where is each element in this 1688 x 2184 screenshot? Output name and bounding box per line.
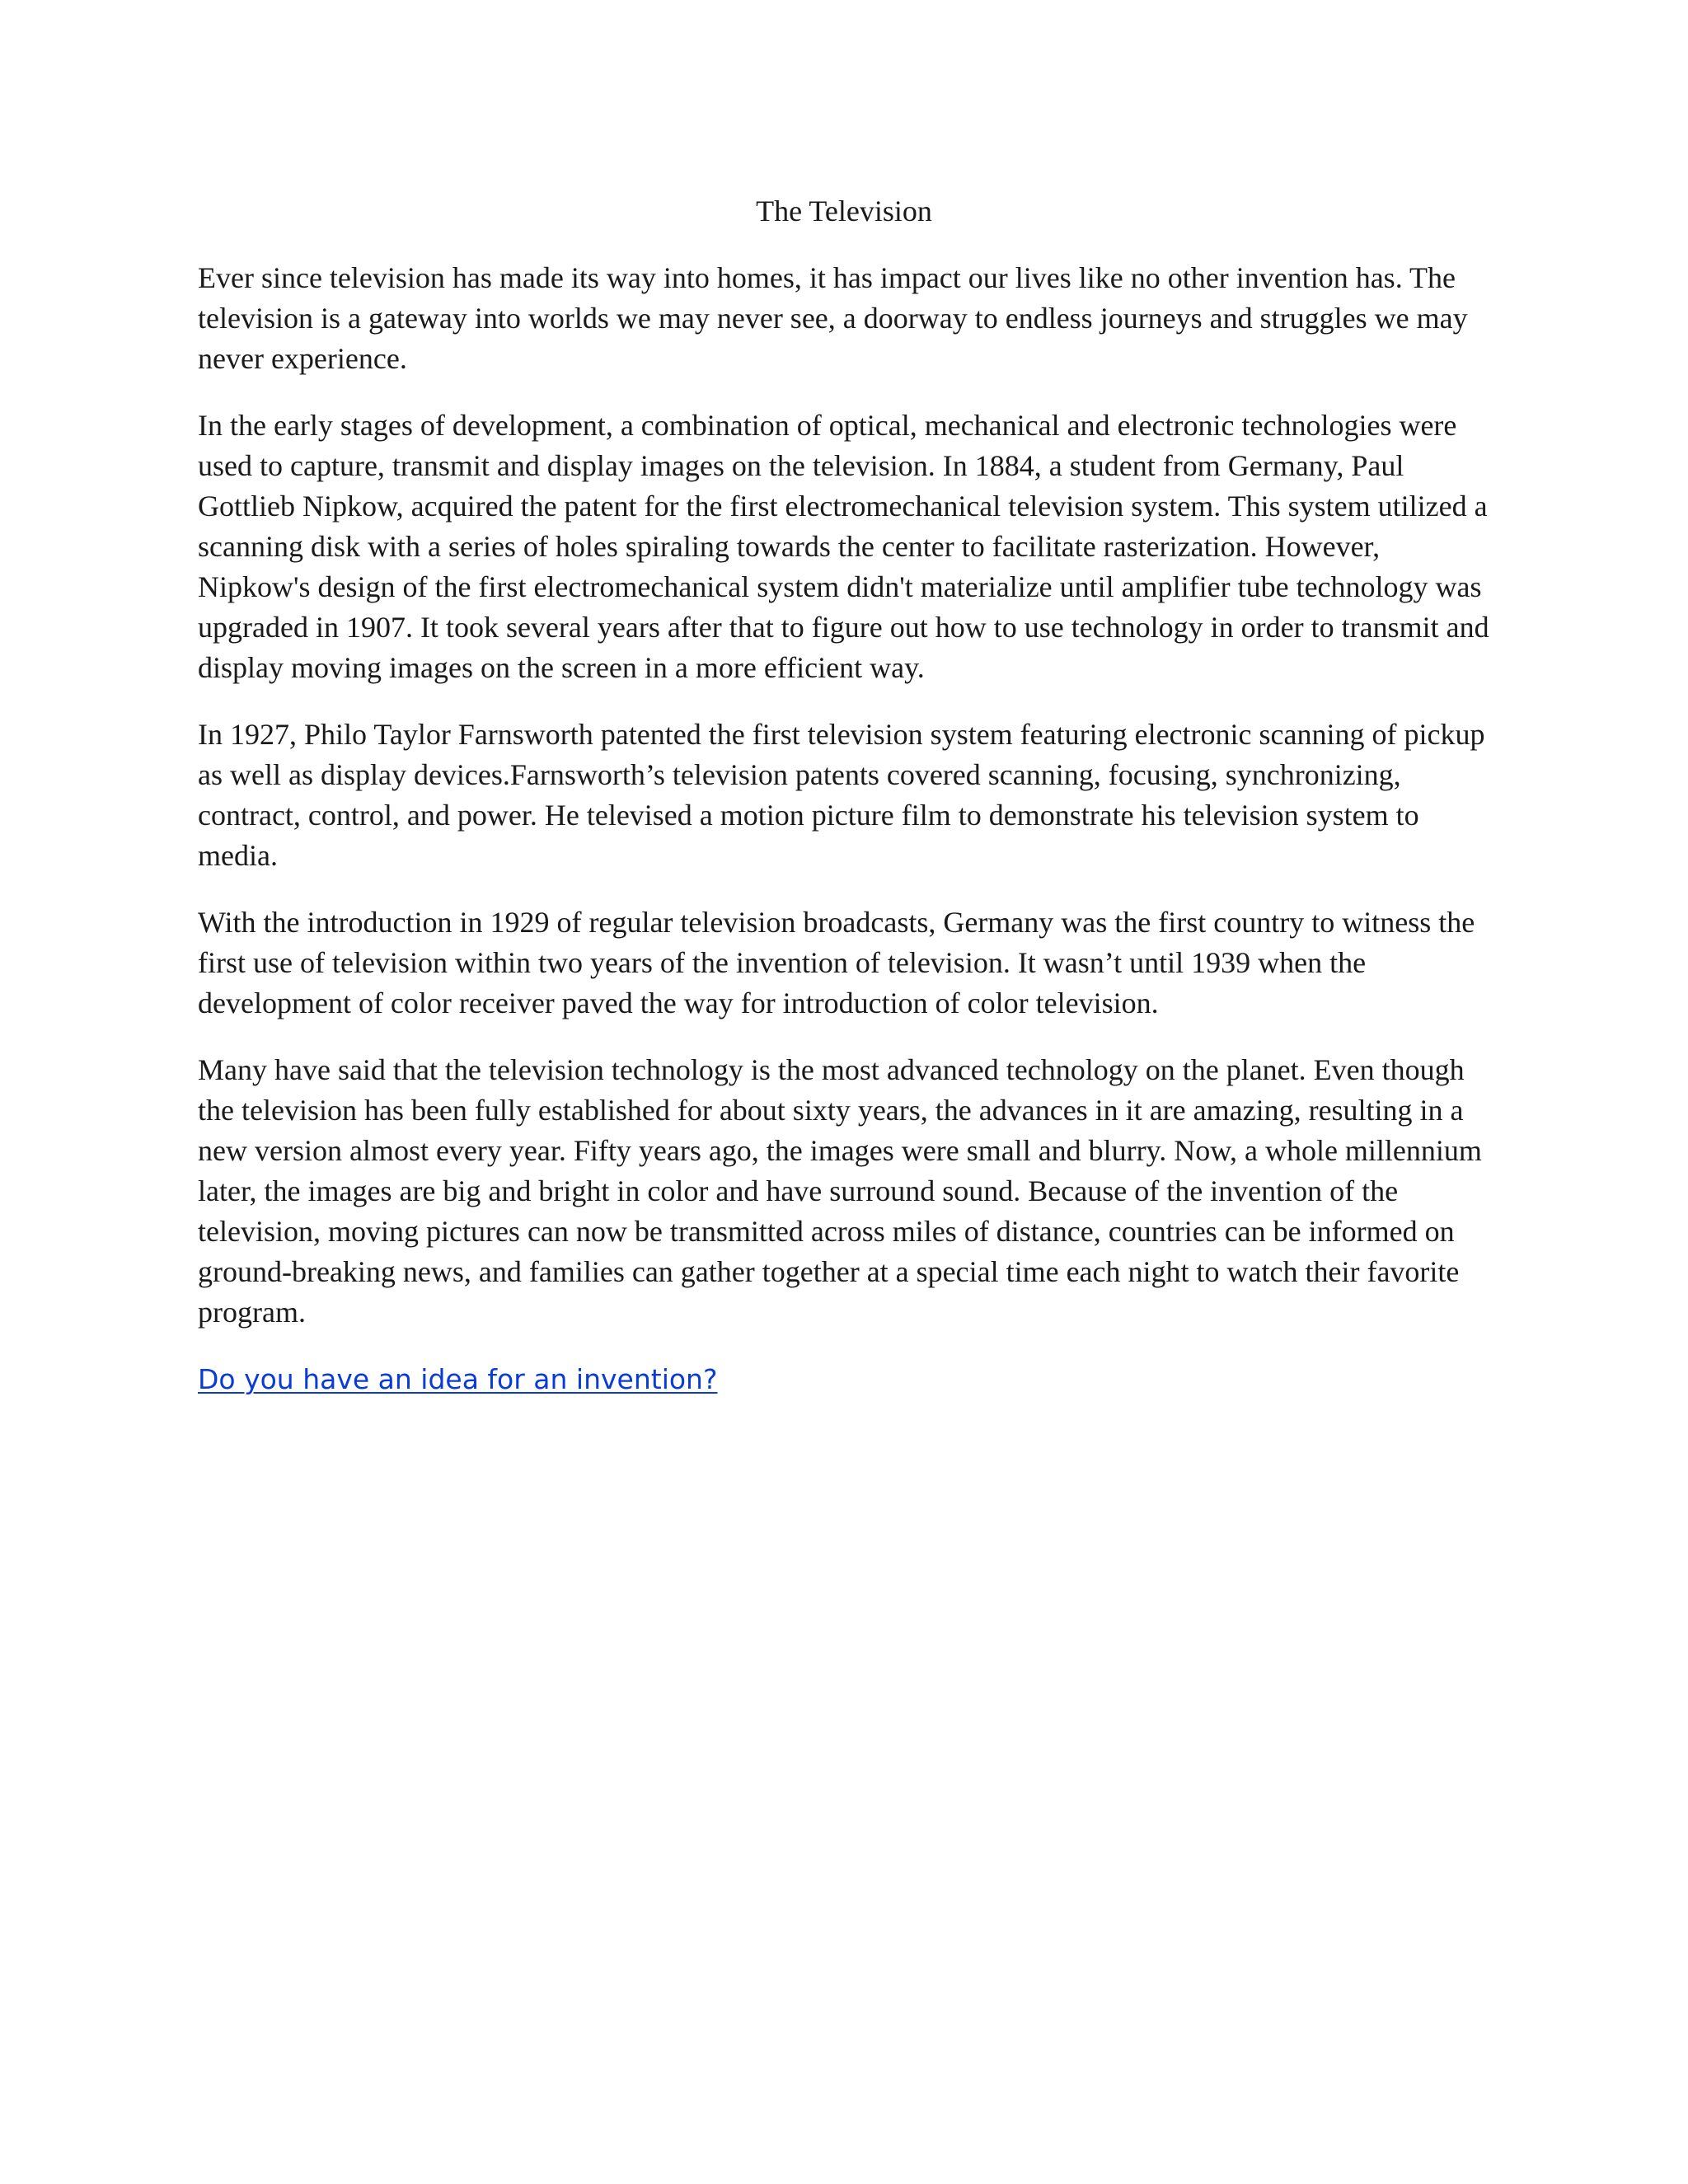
paragraph-broadcasts: With the introduction in 1929 of regular television broadcasts, Germany was the first country to witness the first use of television within two years of the invention of television. It wasn’t until 1939 when the development of color receiver paved the way for introduction of color television. [198,906,1475,1019]
paragraph-early-development: In the early stages of development, a combination of optical, mechanical and electronic technologies were used to capture, transmit and display images on the television. In 1884, a student from Germany, Paul Gottlieb Nipkow, acquired the patent for the first electromechanical television system. This system utilized a scanning disk with a series of holes spiraling towards the center to facilitate rasterization. However, Nipkow's design of the first electromechanical system didn't materialize until amplifier tube technology was upgraded in 1907. It took several years after that to figure out how to use technology in order to transmit and display moving images on the screen in a more efficient way. [198,409,1489,684]
invention-idea-link[interactable]: Do you have an idea for an invention? [198,1363,718,1395]
paragraph-advances: Many have said that the television technology is the most advanced technology on the planet. Even though the television has been fully established for about sixty years, the advances in it are amazing, resulting in a new version almost every year. Fifty years ago, the images were small and blurry. Now, a whole millennium later, the images are big and bright in color and have surround sound. Because of the invention of the television, moving pictures can now be transmitted across miles of distance, countries can be informed on ground-breaking news, and families can gather together at a special time each night to watch their favorite program. [198,1053,1482,1329]
document-title: The Television [756,194,932,227]
document-body [198,191,1490,1399]
invention-link-line [198,1359,1490,1399]
paragraph-intro: Ever since television has made its way into homes, it has impact our lives like no other invention has. The television is a gateway into worlds we may never see, a doorway to endless journeys and struggles we may never experience. [198,261,1468,375]
paragraph-farnsworth: In 1927, Philo Taylor Farnsworth patented the first television system featuring electronic scanning of pickup as well as display devices.Farnsworth’s television patents covered scanning, focusing, synchronizing, contract, control, and power. He televised a motion picture film to demonstrate his television system to media. [198,718,1485,872]
